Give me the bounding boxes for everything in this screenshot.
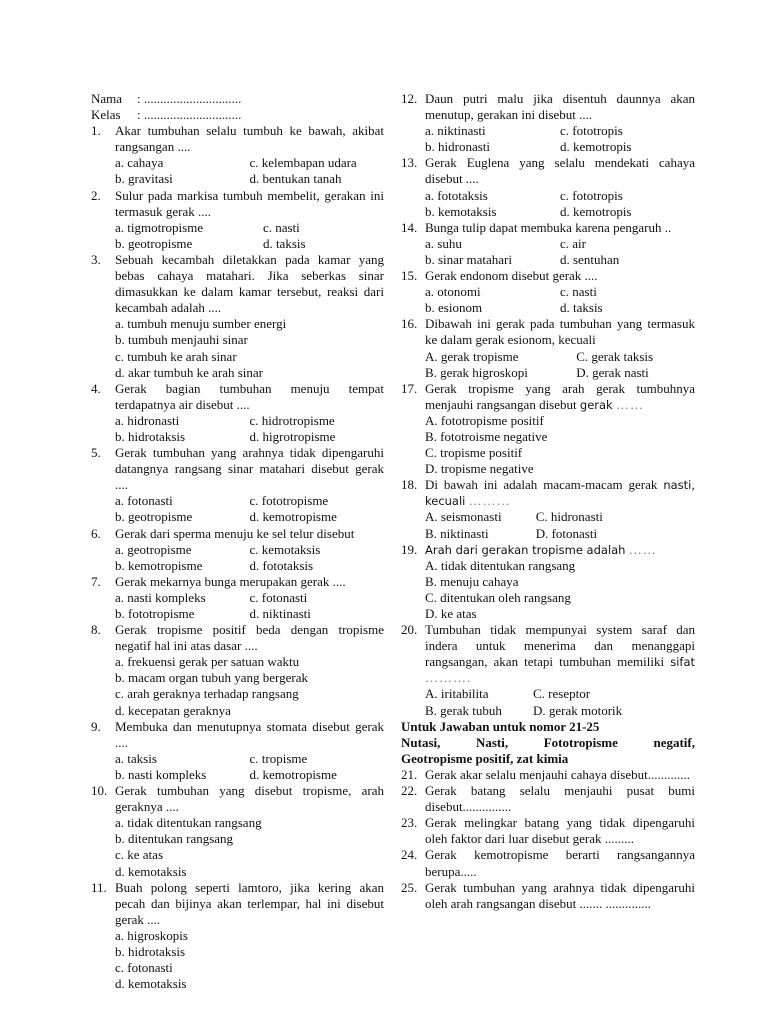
- question-stem: Tumbuhan tidak mempunyai system saraf dan indera untuk menerima dan menanggapi rangsangan, akan tetapi tumbuhan memiliki sifat ……….: [425, 622, 695, 686]
- option[interactable]: b. sinar matahari: [425, 251, 512, 267]
- question-number: 9.: [91, 718, 101, 734]
- option[interactable]: b. hidrotaksis: [115, 428, 186, 444]
- option[interactable]: B. gerak higroskopi: [425, 364, 528, 380]
- question-18: [401, 477, 695, 541]
- option[interactable]: a. tumbuh menuju sumber energi: [115, 316, 287, 332]
- option[interactable]: D. ke atas: [425, 606, 477, 621]
- question-number: 19.: [401, 541, 418, 557]
- option[interactable]: a. niktinasti: [425, 123, 486, 139]
- option[interactable]: d. kecepatan geraknya: [115, 702, 231, 718]
- question-text: Gerak tumbuhan yang arahnya tidak dipengaruhi oleh arah rangsangan disebut ....... ..............: [425, 879, 695, 911]
- option[interactable]: B. fototroisme negative: [425, 428, 548, 444]
- option[interactable]: c. air: [560, 235, 586, 251]
- option[interactable]: b. macam organ tubuh yang bergerak: [115, 670, 309, 686]
- option[interactable]: a. tigmotropisme: [115, 219, 204, 235]
- option[interactable]: c. nasti: [560, 284, 597, 300]
- question-13: [401, 155, 695, 219]
- class-field[interactable]: : ..............................: [137, 107, 242, 123]
- option[interactable]: D. fotonasti: [535, 525, 598, 541]
- word-bank-line-1: Nutasi, Nasti, Fototropisme negatif,: [401, 734, 695, 750]
- question-number: 10.: [91, 783, 108, 799]
- question-number: 17.: [401, 380, 418, 396]
- option[interactable]: a. frekuensi gerak per satuan waktu: [115, 654, 300, 670]
- option[interactable]: c. fototropis: [560, 123, 623, 139]
- option[interactable]: b. hidrotaksis: [115, 943, 186, 959]
- question-4: [91, 381, 384, 445]
- option[interactable]: a. taksis: [115, 750, 157, 766]
- question-stem: Gerak Euglena yang selalu mendekati cahaya disebut ....: [425, 155, 695, 187]
- question-stem: Buah polong seperti lamtoro, jika kering akan pecah dan bijinya akan terlempar, hal ini disebut gerak ....: [115, 879, 384, 927]
- option[interactable]: D. gerak nasti: [576, 364, 649, 380]
- question-15: [401, 268, 695, 316]
- question-number: 23.: [401, 815, 418, 831]
- option[interactable]: a. geotropisme: [115, 541, 192, 557]
- right-column: [401, 91, 695, 912]
- question-number: 1.: [91, 123, 101, 139]
- option[interactable]: C. tropisme positif: [425, 445, 523, 461]
- question-stem: Gerak dari sperma menuju ke sel telur disebut: [115, 525, 355, 541]
- name-label: Nama: [91, 91, 123, 106]
- option[interactable]: b. nasti kompleks: [115, 766, 207, 782]
- option[interactable]: A. gerak tropisme: [425, 348, 519, 364]
- name-field[interactable]: : ..............................: [137, 91, 242, 106]
- option[interactable]: d. niktinasti: [249, 606, 311, 621]
- question-22: [401, 783, 695, 815]
- option[interactable]: b. kemotropisme: [115, 557, 203, 573]
- option[interactable]: d. kemotropisme: [249, 509, 337, 525]
- question-text: Gerak melingkar batang yang tidak dipengaruhi oleh faktor dari luar disebut gerak .........: [425, 815, 695, 847]
- question-23: [401, 815, 695, 847]
- option[interactable]: d. higrotropisme: [249, 428, 336, 444]
- option[interactable]: C. gerak taksis: [576, 348, 654, 364]
- question-stem: Membuka dan menutupnya stomata disebut gerak ....: [115, 718, 384, 750]
- option[interactable]: d. sentuhan: [560, 251, 620, 267]
- question-17: [401, 381, 695, 478]
- option[interactable]: c. fototropisme: [249, 493, 329, 509]
- question-number: 13.: [401, 155, 418, 171]
- option[interactable]: a. hidronasti: [115, 412, 180, 428]
- name-line: [91, 91, 384, 107]
- option[interactable]: a. fotonasti: [115, 493, 173, 509]
- question-14: [401, 220, 695, 268]
- question-number: 24.: [401, 847, 418, 863]
- option[interactable]: a. fototaksis: [425, 187, 488, 203]
- option[interactable]: B. menuju cahaya: [425, 573, 519, 589]
- option[interactable]: C. reseptor: [533, 686, 591, 702]
- option[interactable]: C. ditentukan oleh rangsang: [425, 589, 571, 605]
- question-number: 2.: [91, 187, 101, 203]
- option[interactable]: A. seismonasti: [425, 509, 502, 525]
- question-number: 11.: [91, 879, 107, 895]
- question-25: [401, 880, 695, 912]
- question-stem: Sebuah kecambah diletakkan pada kamar yang bebas cahaya matahari. Jika seberkas sinar dimasukkan ke dalam kamar tersebut, reaksi dari kecambah adalah ....: [115, 251, 384, 316]
- question-11: [91, 880, 384, 993]
- option[interactable]: B. niktinasti: [425, 525, 489, 541]
- option[interactable]: d. akar tumbuh ke arah sinar: [115, 364, 264, 380]
- question-stem: Akar tumbuhan selalu tumbuh ke bawah, akibat rangsangan ....: [115, 123, 384, 155]
- question-stem: Gerak tropisme yang arah gerak tumbuhnya menjauhi rangsangan disebut gerak ……: [425, 380, 695, 412]
- left-column: [91, 91, 384, 992]
- question-stem: Gerak tumbuhan yang arahnya tidak dipengaruhi datangnya rangsang sinar matahari disebut gerak ....: [115, 445, 384, 493]
- option[interactable]: D. tropisme negative: [425, 461, 534, 477]
- option[interactable]: c. fotonasti: [115, 960, 173, 976]
- question-24: [401, 847, 695, 879]
- option[interactable]: d. taksis: [560, 300, 603, 316]
- option[interactable]: a. nasti kompleks: [115, 589, 206, 605]
- question-19: [401, 542, 695, 622]
- option[interactable]: c. nasti: [262, 219, 300, 235]
- option[interactable]: c. ke atas: [115, 847, 164, 863]
- question-9: [91, 719, 384, 783]
- option[interactable]: C. hidronasti: [535, 509, 603, 525]
- question-number: 16.: [401, 316, 418, 332]
- option[interactable]: a. otonomi: [425, 284, 481, 300]
- option[interactable]: b. ditentukan rangsang: [115, 831, 234, 847]
- option[interactable]: B. gerak tubuh: [425, 702, 502, 718]
- option[interactable]: c. hidrotropisme: [249, 412, 335, 428]
- question-text: Gerak batang selalu menjauhi pusat bumi disebut...............: [425, 783, 695, 815]
- question-number: 21.: [401, 766, 418, 782]
- option[interactable]: c. tropisme: [249, 750, 308, 766]
- option[interactable]: A. tidak ditentukan rangsang: [425, 557, 576, 573]
- question-stem: Daun putri malu jika disentuh daunnya akan menutup, gerakan ini disebut ....: [425, 91, 695, 123]
- option[interactable]: d. kemotropis: [560, 203, 632, 219]
- option[interactable]: d. kemotropis: [560, 139, 632, 155]
- question-stem: Gerak endonom disebut gerak ....: [425, 268, 598, 284]
- question-number: 18.: [401, 477, 418, 493]
- question-stem: Arah dari gerakan tropisme adalah ……: [425, 541, 657, 557]
- option[interactable]: c. arah geraknya terhadap rangsang: [115, 686, 299, 702]
- question-stem: Gerak mekarnya bunga merupakan gerak ....: [115, 573, 346, 589]
- question-number: 25.: [401, 879, 418, 895]
- option[interactable]: a. suhu: [425, 235, 462, 251]
- question-number: 6.: [91, 525, 101, 541]
- question-stem: Di bawah ini adalah macam-macam gerak nasti, kecuali ………: [425, 477, 696, 509]
- option[interactable]: b. geotropisme: [115, 235, 193, 251]
- option[interactable]: c. fotonasti: [249, 589, 308, 605]
- option[interactable]: b. fototropisme: [115, 606, 195, 621]
- option[interactable]: b. tumbuh menjauhi sinar: [115, 332, 248, 348]
- question-number: 8.: [91, 622, 101, 638]
- question-8: [91, 622, 384, 719]
- option[interactable]: a. higroskopis: [115, 927, 188, 943]
- question-stem: Gerak tropisme positif beda dengan tropisme negatif hal ini atas dasar ....: [115, 622, 384, 654]
- question-number: 7.: [91, 573, 101, 589]
- question-7: [91, 574, 384, 622]
- class-line: [91, 107, 384, 123]
- question-stem: Dibawah ini gerak pada tumbuhan yang termasuk ke dalam gerak esionom, kecuali: [425, 316, 695, 348]
- question-2: [91, 188, 384, 252]
- question-10: [91, 783, 384, 880]
- option[interactable]: d. kemotropisme: [249, 766, 337, 782]
- option[interactable]: b. gravitasi: [115, 171, 173, 187]
- option[interactable]: a. tidak ditentukan rangsang: [115, 815, 262, 831]
- word-bank-line-2: Geotropisme positif, zat kimia: [401, 750, 569, 766]
- question-number: 20.: [401, 622, 418, 638]
- option[interactable]: A. iritabilita: [425, 686, 489, 702]
- question-12: [401, 91, 695, 155]
- question-number: 12.: [401, 91, 418, 106]
- question-20: [401, 622, 695, 719]
- question-21: [401, 767, 695, 783]
- option[interactable]: b. esionom: [425, 300, 483, 316]
- option[interactable]: d. taksis: [262, 235, 306, 251]
- option[interactable]: b. kemotaksis: [425, 203, 497, 219]
- question-6: [91, 526, 384, 574]
- option[interactable]: c. kemotaksis: [249, 541, 321, 557]
- option[interactable]: d. kemotaksis: [115, 976, 187, 992]
- option[interactable]: c. fototropis: [560, 187, 623, 203]
- question-number: 14.: [401, 219, 418, 235]
- option[interactable]: b. geotropisme: [115, 509, 193, 525]
- question-stem: Sulur pada markisa tumbuh membelit, gerakan ini termasuk gerak ....: [115, 187, 384, 219]
- question-stem: Bunga tulip dapat membuka karena pengaruh ..: [425, 219, 672, 235]
- question-5: [91, 445, 384, 525]
- question-3: [91, 252, 384, 381]
- question-1: [91, 123, 384, 187]
- option[interactable]: a. cahaya: [115, 155, 164, 171]
- class-label: Kelas: [91, 107, 121, 123]
- option[interactable]: A. fototropisme positif: [425, 412, 544, 428]
- option[interactable]: c. tumbuh ke arah sinar: [115, 348, 237, 364]
- question-stem: Gerak tumbuhan yang disebut tropisme, arah geraknya ....: [115, 783, 384, 815]
- question-number: 5.: [91, 445, 101, 461]
- question-text: Gerak kemotropisme berarti rangsangannya berupa.....: [425, 847, 695, 879]
- option[interactable]: c. kelembapan udara: [249, 155, 357, 171]
- question-number: 4.: [91, 380, 101, 396]
- section-title: Untuk Jawaban untuk nomor 21-25: [401, 718, 600, 734]
- question-number: 15.: [401, 268, 418, 284]
- option[interactable]: D. gerak motorik: [533, 702, 623, 718]
- option[interactable]: d. fototaksis: [249, 557, 314, 573]
- question-text: Gerak akar selalu menjauhi cahaya disebut.............: [425, 766, 690, 782]
- question-stem: Gerak bagian tumbuhan menuju tempat terdapatnya air disebut ....: [115, 380, 384, 412]
- option[interactable]: d. bentukan tanah: [249, 171, 342, 187]
- question-16: [401, 316, 695, 380]
- question-number: 3.: [91, 251, 101, 267]
- question-number: 22.: [401, 783, 418, 799]
- option[interactable]: b. hidronasti: [425, 139, 490, 155]
- option[interactable]: d. kemotaksis: [115, 863, 187, 879]
